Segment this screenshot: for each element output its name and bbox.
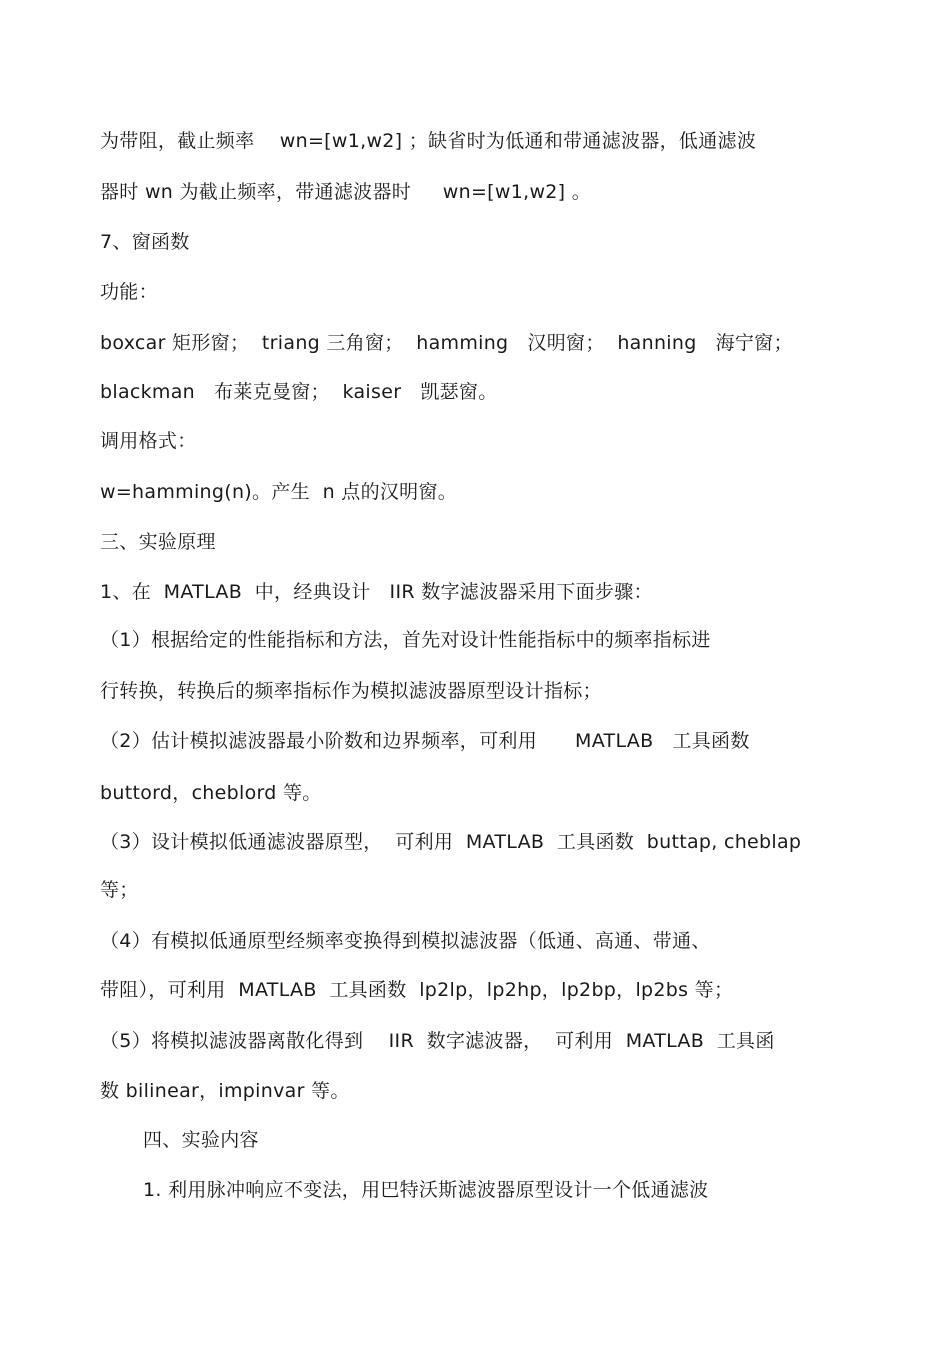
text-line: 数 bilinear，impinvar 等。 — [100, 1080, 350, 1102]
text-line: 器时 wn 为截止频率，带通滤波器时 wn=[w1,w2] 。 — [100, 181, 592, 203]
text-line: 1、在 MATLAB 中，经典设计 IIR 数字滤波器采用下面步骤： — [100, 581, 653, 603]
text-line: buttord，cheblord 等。 — [100, 782, 322, 804]
text-line: 行转换，转换后的频率指标作为模拟滤波器原型设计指标； — [100, 680, 602, 702]
text-line: （3）设计模拟低通滤波器原型， 可利用 MATLAB 工具函数 buttap, cheblap — [100, 831, 802, 853]
text-line: 功能： — [100, 281, 158, 303]
text-line: 带阻），可利用 MATLAB 工具函数 lp2lp，lp2hp，lp2bp，lp2bs 等； — [100, 979, 734, 1001]
text-line: （5）将模拟滤波器离散化得到 IIR 数字滤波器， 可利用 MATLAB 工具函 — [100, 1030, 775, 1052]
section-heading: 7、窗函数 — [100, 231, 190, 253]
text-line: （4）有模拟低通原型经频率变换得到模拟滤波器（低通、高通、带通、 — [100, 930, 711, 952]
text-line: blackman 布莱克曼窗； kaiser 凯瑟窗。 — [100, 381, 498, 403]
text-line: 1. 利用脉冲响应不变法，用巴特沃斯滤波器原型设计一个低通滤波 — [143, 1179, 709, 1201]
text-line: 等； — [100, 879, 139, 901]
text-line: 为带阻，截止频率 wn=[w1,w2] ；缺省时为低通和带通滤波器，低通滤波 — [100, 130, 757, 152]
text-line: w=hamming(n)。产生 n 点的汉明窗。 — [100, 481, 458, 503]
text-line: 调用格式： — [100, 430, 197, 452]
section-heading: 四、实验内容 — [143, 1129, 259, 1151]
text-line: （1）根据给定的性能指标和方法，首先对设计性能指标中的频率指标进 — [100, 629, 711, 651]
text-line: （2）估计模拟滤波器最小阶数和边界频率，可利用 MATLAB 工具函数 — [100, 730, 750, 752]
text-line: boxcar 矩形窗； triang 三角窗； hamming 汉明窗； hanning 海宁窗； — [100, 332, 793, 354]
section-heading: 三、实验原理 — [100, 531, 216, 553]
